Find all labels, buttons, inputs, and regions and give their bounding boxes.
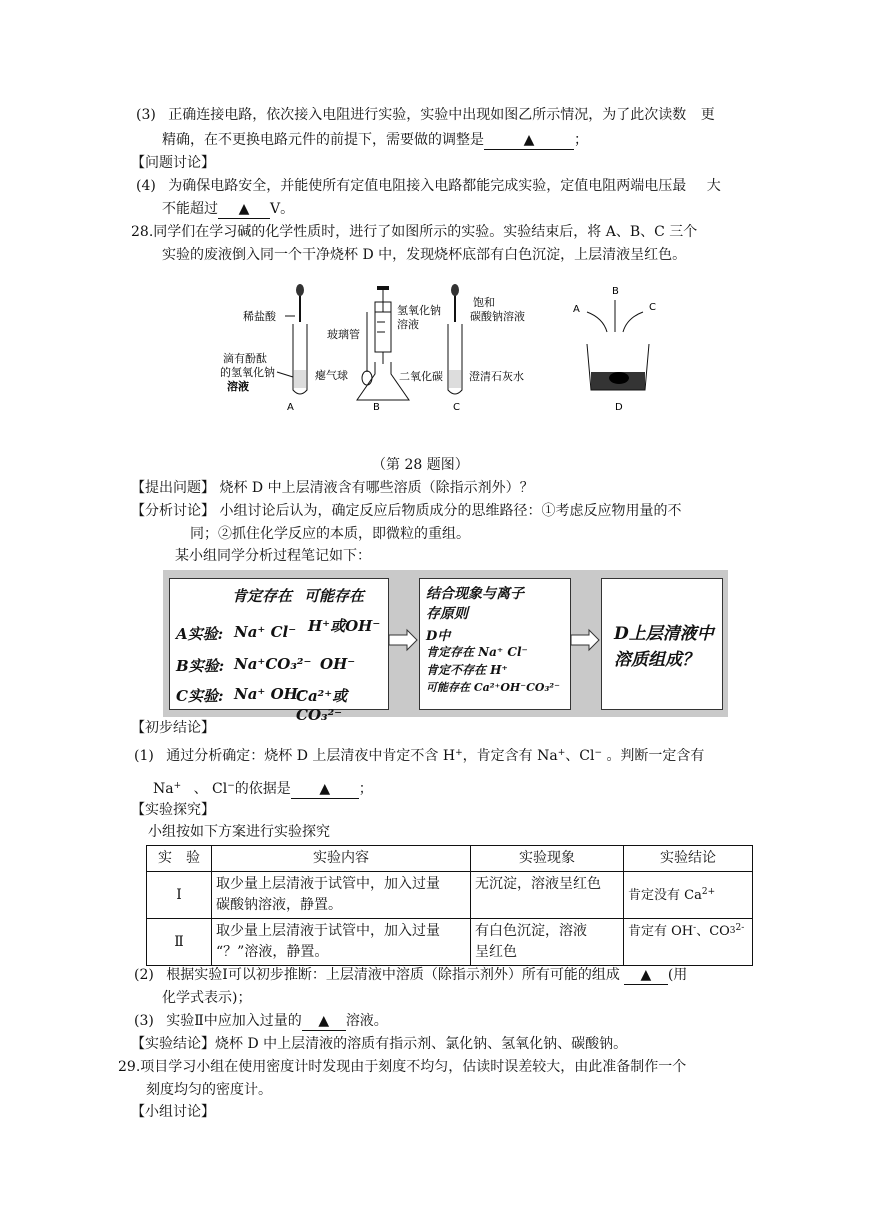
notes-row-b-label: B实验: — [176, 657, 225, 675]
q28-intro-1: 28.同学们在学习碱的化学性质时，进行了如图所示的实验。实验结束后，将 A、B、C 三个 — [131, 224, 698, 240]
notes-mid-3: D中 — [426, 629, 451, 644]
row-2-id: Ⅱ — [147, 919, 212, 966]
p1-end: ； — [358, 781, 373, 797]
p3-text: 实验Ⅱ中应加入过量的 — [166, 1013, 302, 1029]
notes-row-c-label: C实验: — [176, 687, 224, 705]
explore-intro: 小组按如下方案进行实验探究 — [148, 824, 330, 840]
row-2-conclusion-text-2: 、CO — [696, 924, 730, 939]
row-1-conclusion — [624, 872, 753, 919]
q4-line-2 — [162, 199, 294, 219]
row-2-content-1: 取少量上层清液于试管中，加入过量 — [216, 923, 440, 939]
q4-end: V。 — [270, 201, 295, 217]
q28-figure — [215, 282, 665, 417]
q3-line-1 — [136, 105, 715, 125]
table-header-experiment: 实 验 — [147, 846, 212, 872]
notes-row-a-maybe: H⁺或OH⁻ — [308, 617, 381, 635]
a-bottom-label-2: 的氢氧化钠 — [220, 366, 275, 379]
q3-number: (3) — [136, 107, 156, 123]
handwritten-notes — [163, 570, 728, 724]
q3-end: ； — [574, 132, 588, 148]
notes-mid-4: 肯定存在 Na⁺ Cl⁻ — [426, 645, 528, 659]
b-label-2: 溶液 — [397, 318, 419, 331]
notes-mid-6: 可能存在 Ca²⁺OH⁻CO₃²⁻ — [426, 681, 560, 694]
c-top-label-1: 饱和 — [473, 296, 495, 309]
row-2-conclusion-sub: 3 — [729, 926, 736, 936]
p3-line — [134, 1011, 388, 1031]
table-header-phenomenon: 实验现象 — [471, 846, 624, 872]
q28-analysis-1: 【分析讨论】 小组讨论后认为，确定反应后物质成分的思维路径：①考虑反应物用量的不 — [131, 503, 682, 519]
p1-text-2: ，肯定含有 Na — [462, 748, 558, 764]
p1-cl: 、 Cl — [193, 781, 228, 797]
notes-row-b-maybe: OH⁻ — [320, 655, 356, 673]
b-label: B — [373, 402, 380, 413]
row-2-phenomenon-2: 呈红色 — [475, 944, 517, 960]
d-arrow-b-label: B — [612, 286, 619, 297]
q4-text-2: 不能超过 — [162, 201, 218, 217]
p3-answer-blank[interactable]: ▲ — [302, 1012, 346, 1031]
notes-mid-2: 存原则 — [426, 606, 468, 622]
notes-mid-5: 肯定不存在 H⁺ — [426, 663, 508, 677]
p1-text-basis: 的依据是 — [234, 781, 291, 797]
p2-line-1 — [134, 965, 687, 985]
q4-line-1 — [136, 176, 721, 196]
notes-row-c-sure: Na⁺ OH⁻ — [234, 685, 306, 703]
notes-panel-left — [169, 578, 389, 724]
row-2-phenomenon-1: 有白色沉淀，溶液 — [475, 923, 587, 939]
row-1-conclusion-text: 肯定没有 Ca — [628, 887, 702, 903]
d-arrow-a-label: A — [573, 304, 580, 315]
table-header-conclusion: 实验结论 — [624, 846, 753, 872]
row-1-phenomenon — [471, 872, 624, 919]
row-1-content-2: 碳酸钠溶液，静置。 — [216, 897, 342, 913]
c-top-label-2: 碳酸钠溶液 — [470, 310, 525, 323]
row-1-phenomenon-1: 无沉淀，溶液呈红色 — [475, 876, 601, 892]
q3-answer-blank[interactable]: ▲ — [484, 131, 574, 150]
q4-text-1b: 大 — [706, 178, 721, 194]
b-balloon-label: 瘪气球 — [315, 369, 348, 382]
experiment-table — [146, 845, 753, 966]
b-glass-label: 玻璃管 — [327, 328, 360, 341]
apparatus-d — [573, 286, 656, 413]
notes-right-1: D上层清液中 — [614, 624, 714, 644]
p2-end: (用 — [667, 967, 688, 983]
p3-end: 溶液。 — [345, 1013, 388, 1029]
p1-text-3: 、Cl — [565, 748, 595, 764]
notes-header-sure: 肯定存在 — [232, 587, 293, 605]
q29-line-1: 29.项目学习小组在使用密度计时发现由于刻度不均匀，估读时误差较大，由此准备制作一个 — [118, 1059, 687, 1075]
p1-line-2: Na+ 、 Cl−的依据是 ▲ ； — [153, 781, 373, 797]
section-experiment-conclusion: 【实验结论】烧杯 D 中上层清液的溶质有指示剂、氯化钠、氢氧化钠、碳酸钠。 — [131, 1036, 628, 1052]
notes-mid-1: 结合现象与离子 — [426, 586, 524, 602]
notes-right-2: 溶质组成？ — [614, 650, 699, 670]
a-label: A — [287, 402, 294, 413]
a-top-label: 稀盐酸 — [243, 310, 276, 323]
p2-line-2: 化学式表示)； — [162, 990, 252, 1006]
notes-header-maybe: 可能存在 — [304, 587, 365, 605]
q29-line-2: 刻度均匀的密度计。 — [146, 1082, 272, 1098]
p2-number: (2) — [134, 967, 154, 983]
q28-raise-question: 【提出问题】 烧杯 D 中上层清液含有哪些溶质（除指示剂外）？ — [131, 480, 534, 496]
row-2-conclusion-text: 肯定有 OH — [628, 924, 694, 939]
q4-number: (4) — [136, 178, 156, 194]
section-prelim-conclusion: 【初步结论】 — [131, 720, 215, 736]
section-experiment-explore: 【实验探究】 — [131, 802, 215, 818]
p1-na: Na — [153, 781, 174, 797]
a-bottom-label-3: 溶液 — [227, 380, 249, 393]
d-label: D — [615, 402, 623, 413]
row-2-conclusion-sup: - — [693, 923, 697, 933]
p3-number: (3) — [134, 1013, 154, 1029]
row-1-id: Ⅰ — [147, 872, 212, 919]
figure-caption: （第 28 题图） — [372, 457, 469, 473]
q28-intro-2: 实验的废液倒入同一个干净烧杯 D 中，发现烧杯底部有白色沉淀，上层清液呈红色。 — [162, 247, 687, 263]
q3-text-1: 正确连接电路，依次接入电阻进行实验，实验中出现如图乙所示情况，为了此次读数 — [168, 107, 687, 123]
q28-analysis-2: 同；②抓住化学反应的本质，即微粒的重组。 — [190, 526, 470, 542]
c-bottom-label: 澄清石灰水 — [469, 370, 524, 383]
p2-text: 根据实验Ⅰ可以初步推断：上层清液中溶质（除指示剂外）所有可能的组成 — [166, 967, 620, 983]
apparatus-c — [448, 284, 525, 413]
q3-text-1b: 更 — [700, 107, 715, 123]
notes-row-a-sure: Na⁺ Cl⁻ — [234, 623, 297, 641]
row-2-conclusion-sup-2: 2- — [735, 923, 745, 933]
q3-text-2: 精确，在不更换电路元件的前提下，需要做的调整是 — [162, 132, 484, 148]
b-co2-label: 二氧化碳 — [399, 370, 443, 383]
section-problem-discussion: 【问题讨论】 — [131, 155, 215, 171]
row-1-conclusion-sup: 2+ — [701, 886, 716, 897]
b-label-1: 氢氧化钠 — [397, 304, 441, 317]
row-2-conclusion — [624, 919, 753, 966]
notes-panel-middle — [419, 578, 571, 710]
row-2-phenomenon — [471, 919, 624, 966]
apparatus-b — [315, 286, 443, 413]
p1-text-4: 。判断一定含有 — [606, 748, 705, 764]
row-1-content — [212, 872, 471, 919]
notes-row-c-maybe: Ca²⁺或CO₃²⁻ — [296, 687, 348, 724]
p1-number: (1) — [134, 748, 154, 764]
notes-panel-right — [601, 578, 723, 710]
p1-text-1: 通过分析确定：烧杯 D 上层清夜中肯定不含 H — [166, 748, 456, 764]
row-2-content — [212, 919, 471, 966]
notes-row-a-label: A实验: — [176, 625, 224, 643]
notes-row-b-sure: Na⁺CO₃²⁻ — [234, 655, 312, 673]
p1-line-1: (1) 通过分析确定：烧杯 D 上层清夜中肯定不含 H+，肯定含有 Na+、Cl− 。判断一定含有 — [134, 748, 705, 764]
d-arrow-c-label: C — [649, 302, 656, 313]
section-group-discussion: 【小组讨论】 — [131, 1104, 215, 1120]
p1-answer-blank[interactable]: ▲ — [291, 780, 359, 799]
apparatus-a — [220, 284, 307, 413]
c-label: C — [453, 402, 460, 413]
q4-text-1: 为确保电路安全，并能使所有定值电阻接入电路都能完成实验，定值电阻两端电压最 — [168, 178, 687, 194]
row-1-content-1: 取少量上层清液于试管中，加入过量 — [216, 876, 440, 892]
table-row — [147, 919, 753, 966]
table-header-content: 实验内容 — [212, 846, 471, 872]
table-row — [147, 872, 753, 919]
notes-arrow-1 — [387, 628, 419, 652]
notes-arrow-2 — [569, 628, 601, 652]
a-bottom-label-1: 滴有酚酞 — [223, 352, 267, 365]
q3-line-2 — [162, 130, 588, 150]
q28-notes-intro: 某小组同学分析过程笔记如下： — [175, 548, 371, 564]
p2-answer-blank[interactable]: ▲ — [624, 966, 668, 985]
row-2-content-2: “？”溶液，静置。 — [216, 944, 329, 960]
table-header-row — [147, 846, 753, 872]
q4-answer-blank[interactable]: ▲ — [218, 200, 270, 219]
